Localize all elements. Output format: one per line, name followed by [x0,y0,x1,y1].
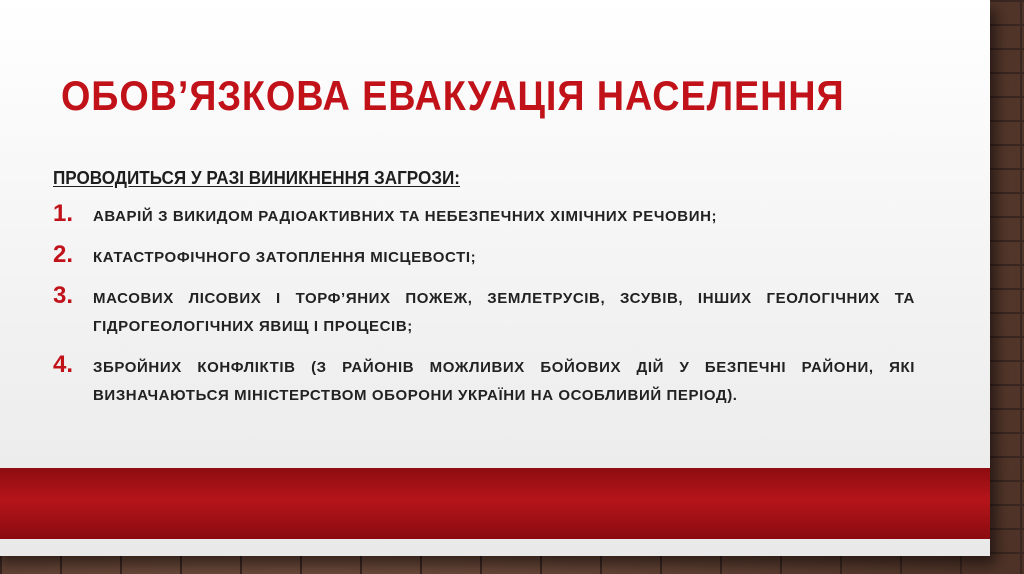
slide-title: ОБОВ’ЯЗКОВА ЕВАКУАЦІЯ НАСЕЛЕННЯ [61,72,845,119]
list-item [53,200,915,231]
list-item-number: 2. [53,241,74,268]
list-item-number: 4. [53,351,74,378]
list-item-number: 1. [53,200,74,227]
list-item [53,241,915,272]
list-item-text: АВАРІЙ З ВИКИДОМ РАДІОАКТИВНИХ ТА НЕБЕЗПЕЧНИХ ХІМІЧНИХ РЕЧОВИН; [93,208,718,225]
list-item [53,282,915,341]
list-item-text: МАСОВИХ ЛІСОВИХ І ТОРФ’ЯНИХ ПОЖЕЖ, ЗЕМЛЕТРУСІВ, ЗСУВІВ, ІНШИХ ГЕОЛОГІЧНИХ ТА ГІДРОГЕОЛОГІЧНИХ ЯВИЩ І ПРОЦЕСІВ; [93,290,915,335]
list-item-text: КАТАСТРОФІЧНОГО ЗАТОПЛЕННЯ МІСЦЕВОСТІ; [93,249,477,266]
slide-subtitle: ПРОВОДИТЬСЯ У РАЗІ ВИНИКНЕННЯ ЗАГРОЗИ: [53,168,460,188]
list-item-number: 3. [53,282,74,309]
list-item-text: ЗБРОЙНИХ КОНФЛІКТІВ (З РАЙОНІВ МОЖЛИВИХ БОЙОВИХ ДІЙ У БЕЗПЕЧНІ РАЙОНИ, ЯКІ ВИЗНАЧАЮТЬСЯ МІНІСТЕРСТВОМ ОБОРОНИ УКРАЇНИ НА ОСОБЛИВИЙ ПЕРІОД). [93,359,915,404]
red-footer-band [0,468,990,539]
list-item [53,351,915,410]
evacuation-reasons-list [53,200,915,423]
